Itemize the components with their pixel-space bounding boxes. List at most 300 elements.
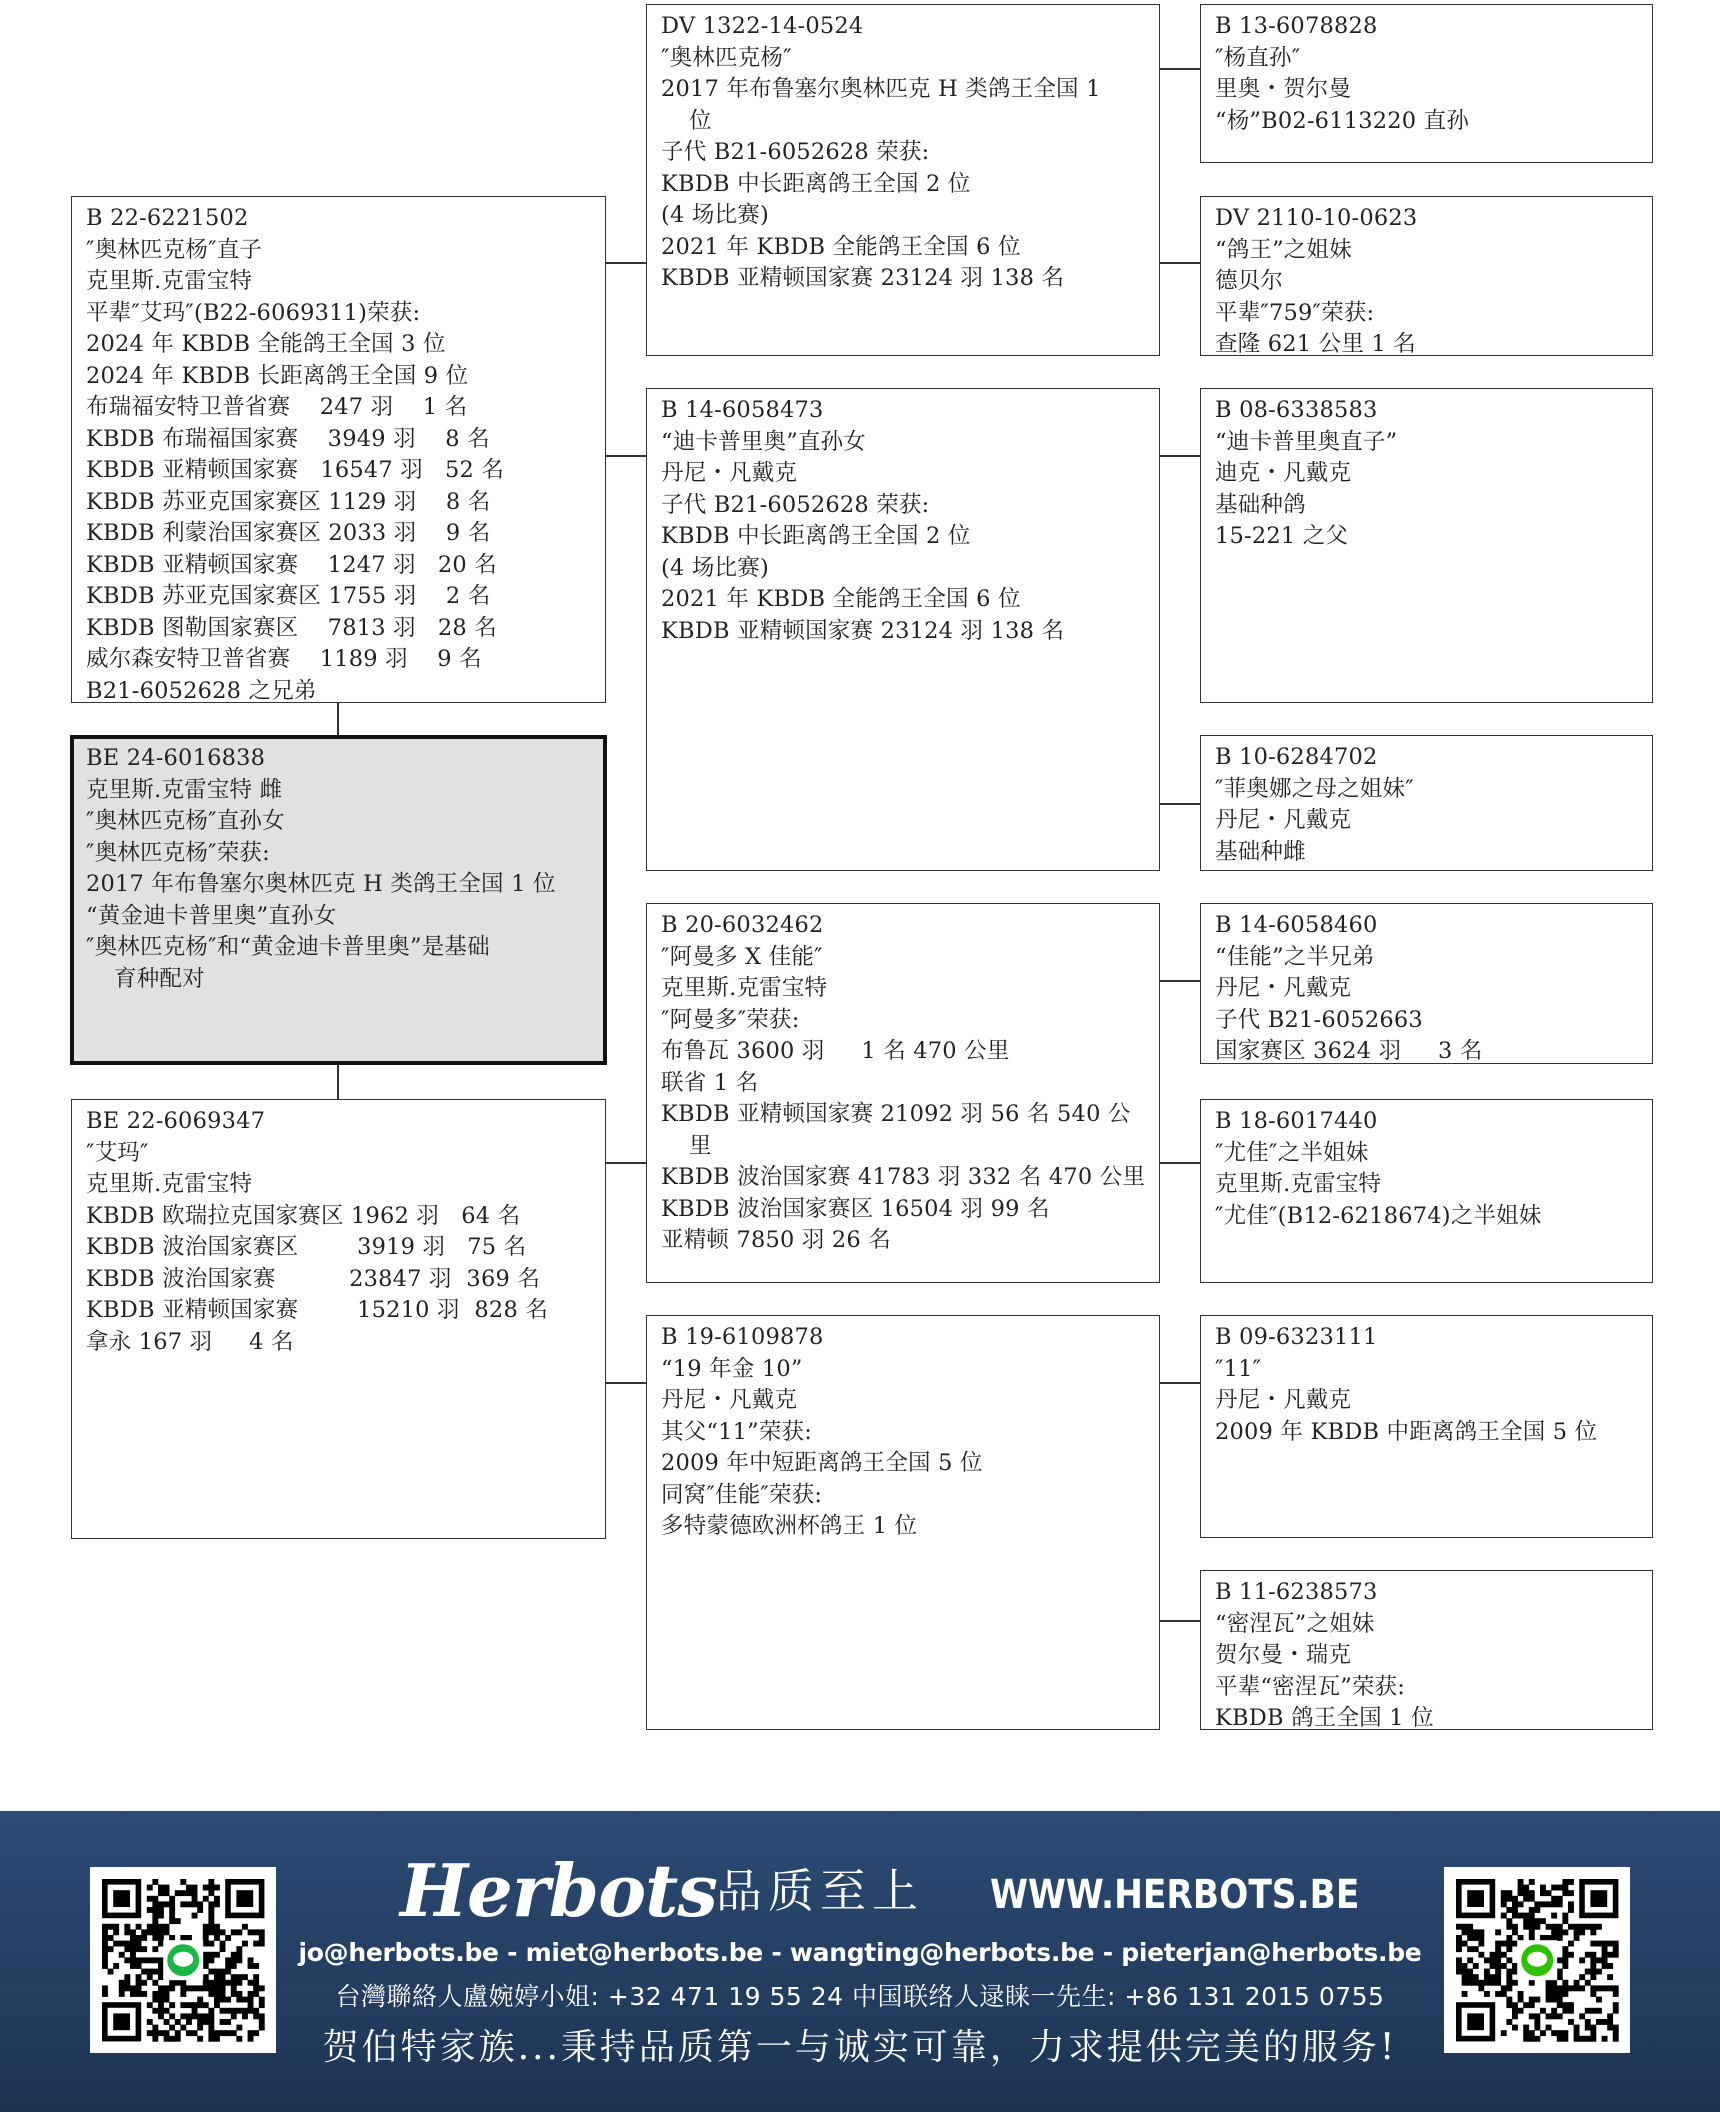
connector-sire-sire: [605, 262, 647, 264]
qr-module: [1590, 2030, 1596, 2036]
qr-module: [1518, 2008, 1524, 2014]
qr-module: [1523, 1913, 1529, 1919]
pedigree-line: KBDB 亚精顿国家赛 23124 羽 138 名: [661, 265, 1065, 291]
pedigree-line: 德贝尔: [1215, 268, 1284, 294]
qr-module: [1562, 1929, 1568, 1935]
pedigree-line: 威尔森安特卫普省赛 1189 羽 9 名: [86, 646, 482, 672]
qr-module: [1534, 1918, 1540, 1924]
qr-module: [147, 1924, 153, 1930]
pedigree-line: 位: [689, 107, 712, 134]
pedigree-line: 基础种鸽: [1215, 491, 1306, 518]
connector-dd-dam: [1159, 1620, 1201, 1622]
pedigree-line: 同窝″佳能″荣获:: [661, 1481, 823, 1508]
qr-module: [1495, 1929, 1501, 1935]
qr-module: [1506, 1918, 1512, 1924]
qr-module: [1557, 1929, 1563, 1935]
qr-module: [214, 1885, 220, 1891]
qr-module: [164, 1901, 170, 1907]
pedigree-line: 丹尼・凡戴克: [661, 1387, 798, 1413]
qr-module: [1596, 1957, 1602, 1963]
qr-module: [1602, 1941, 1608, 1947]
qr-module: [1512, 2025, 1518, 2031]
pedigree-line: 2021 年 KBDB 全能鸽王全国 6 位: [661, 233, 1021, 260]
pedigree-line: 联省 1 名: [661, 1069, 759, 1096]
sire-dam-card: [646, 388, 1160, 871]
qr-module: [1506, 1907, 1512, 1913]
qr-module: [1456, 1969, 1462, 1975]
qr-module: [1506, 1997, 1512, 2003]
qr-module: [208, 1924, 214, 1930]
subject-pigeon-card: [70, 735, 607, 1065]
qr-module: [1596, 1969, 1602, 1975]
brand-row: [400, 1848, 1360, 1933]
qr-module: [1484, 1980, 1490, 1986]
connector-dam: [337, 1064, 339, 1100]
qr-module: [1495, 1941, 1501, 1947]
qr-module: [1529, 1980, 1535, 1986]
qr-module: [1574, 1935, 1580, 1941]
qr-module: [1506, 1890, 1512, 1896]
pedigree-line: ″阿曼多″荣获:: [661, 1006, 800, 1033]
pedigree-line: KBDB 图勒国家赛区 7813 羽 28 名: [86, 614, 497, 641]
qr-module: [1534, 1907, 1540, 1913]
pedigree-line: 2024 年 KBDB 全能鸽王全国 3 位: [86, 331, 446, 357]
pedigree-line: 丹尼・凡戴克: [1215, 1387, 1352, 1413]
qr-module: [152, 1907, 158, 1913]
qr-module: [203, 1896, 209, 1902]
qr-module: [1568, 1879, 1574, 1885]
qr-module: [1551, 1885, 1557, 1891]
qr-module: [1512, 1969, 1518, 1975]
pedigree-line: 里: [689, 1132, 712, 1159]
qr-module: [1529, 1918, 1535, 1924]
qr-module: [1602, 1952, 1608, 1958]
qr-module: [1607, 2025, 1613, 2031]
qr-module: [1551, 1997, 1557, 2003]
qr-module: [1562, 1885, 1568, 1891]
sire-card: [71, 196, 606, 703]
pedigree-line: B 14-6058460: [1215, 912, 1378, 938]
qr-module: [1546, 1901, 1552, 1907]
pedigree-line: “鸽王”之姐妹: [1215, 236, 1352, 263]
qr-module: [1512, 1901, 1518, 1907]
qr-module: [1574, 1929, 1580, 1935]
qr-module: [1467, 1974, 1473, 1980]
qr-module: [1562, 2036, 1568, 2042]
qr-module: [1568, 1907, 1574, 1913]
qr-module: [1579, 1929, 1585, 1935]
pedigree-line: B 20-6032462: [661, 912, 824, 938]
qr-module: [1557, 1901, 1563, 1907]
pedigree-line: 子代 B21-6052628 荣获:: [661, 491, 930, 518]
qr-module: [1456, 1946, 1462, 1952]
wechat-qr-code[interactable]: [1444, 1867, 1630, 2053]
pedigree-line: B 22-6221502: [86, 205, 249, 231]
qr-module: [1562, 1952, 1568, 1958]
qr-module: [1478, 1980, 1484, 1986]
qr-module: [192, 1913, 198, 1919]
qr-module: [158, 1913, 164, 1919]
qr-module: [1557, 2002, 1563, 2008]
pedigree-line: B 10-6284702: [1215, 744, 1378, 770]
qr-module: [136, 1924, 142, 1930]
pedigree-line: “19 年金 10”: [661, 1355, 803, 1382]
qr-module: [1456, 1924, 1462, 1930]
qr-module: [1574, 2030, 1580, 2036]
qr-module: [1534, 2036, 1540, 2042]
qr-module: [1546, 1997, 1552, 2003]
qr-module: [1501, 1890, 1507, 1896]
pedigree-line: 平辈“密涅瓦”荣获:: [1215, 1673, 1406, 1700]
qr-module: [1551, 1924, 1557, 1930]
qr-module: [1467, 1935, 1473, 1941]
sire-sire-card: [646, 4, 1160, 356]
pedigree-line: B 19-6109878: [661, 1324, 824, 1350]
qr-module: [1568, 1901, 1574, 1907]
qr-module: [1540, 2008, 1546, 2014]
qr-finder-pattern: [113, 1890, 130, 1907]
qr-module: [1512, 1963, 1518, 1969]
pedigree-line: (4 场比赛): [661, 554, 769, 581]
qr-module: [1523, 1896, 1529, 1902]
qr-module: [1579, 1957, 1585, 1963]
dam-sire-card: [646, 903, 1160, 1283]
pedigree-line: “密涅瓦”之姐妹: [1215, 1610, 1375, 1637]
dam-card: [71, 1099, 606, 1539]
qr-module: [1613, 2030, 1619, 2036]
qr-module: [1607, 1941, 1613, 1947]
qr-module: [1562, 1918, 1568, 1924]
pedigree-line: “佳能”之半兄弟: [1215, 943, 1375, 970]
qr-module: [197, 1907, 203, 1913]
qr-module: [1529, 2030, 1535, 2036]
qr-module: [1568, 1941, 1574, 1947]
qr-module: [1551, 1929, 1557, 1935]
qr-module: [1557, 2036, 1563, 2042]
qr-module: [1484, 1991, 1490, 1997]
qr-module: [1551, 1896, 1557, 1902]
qr-module: [1551, 1991, 1557, 1997]
qr-module: [108, 1924, 114, 1930]
qr-module: [1607, 1985, 1613, 1991]
qr-module: [1467, 1980, 1473, 1986]
qr-module: [1478, 1935, 1484, 1941]
pedigree-line: KBDB 波治国家赛 23847 羽 369 名: [86, 1265, 541, 1292]
qr-module: [1529, 1924, 1535, 1930]
connector-dam-sire: [605, 1162, 647, 1164]
qr-module: [1562, 1890, 1568, 1896]
qr-module: [1456, 1935, 1462, 1941]
dd-sire-card: [1200, 1315, 1653, 1538]
qr-module: [192, 1890, 198, 1896]
connector-ss-sire: [1159, 68, 1201, 70]
qr-module: [1613, 2036, 1619, 2042]
qr-module: [1590, 2008, 1596, 2014]
qr-module: [1501, 1952, 1507, 1958]
qr-module: [1557, 1885, 1563, 1891]
qr-module: [1512, 1980, 1518, 1986]
qr-module: [1574, 1980, 1580, 1986]
qr-module: [1467, 1924, 1473, 1930]
qr-module: [1501, 1991, 1507, 1997]
pedigree-line: B 13-6078828: [1215, 13, 1378, 39]
qr-module: [1585, 1980, 1591, 1986]
qr-module: [1613, 1941, 1619, 1947]
email-list[interactable]: jo@herbots.be - miet@herbots.be - wangting@herbots.be - pieterjan@herbots.be: [298, 1938, 1422, 1967]
qr-module: [1462, 1929, 1468, 1935]
qr-module: [158, 1907, 164, 1913]
pedigree-line: ″艾玛″: [86, 1139, 149, 1166]
qr-module: [1529, 1879, 1535, 1885]
pedigree-line: KBDB 欧瑞拉克国家赛区 1962 羽 64 名: [86, 1202, 521, 1229]
qr-module: [1540, 1890, 1546, 1896]
qr-module: [1551, 1935, 1557, 1941]
pedigree-line: 国家赛区 3624 羽 3 名: [1215, 1038, 1483, 1064]
qr-module: [1512, 2002, 1518, 2008]
pedigree-line: 子代 B21-6052663: [1215, 1006, 1423, 1033]
connector-ds-sire: [1159, 980, 1201, 982]
pedigree-line: “杨”B02-6113220 直孙: [1215, 107, 1470, 134]
qr-module: [1512, 1924, 1518, 1930]
qr-module: [180, 1890, 186, 1896]
qr-module: [169, 1896, 175, 1902]
qr-module: [1506, 1946, 1512, 1952]
qr-module: [214, 1896, 220, 1902]
qr-module: [1562, 1913, 1568, 1919]
qr-module: [158, 1885, 164, 1891]
qr-module: [1613, 2002, 1619, 2008]
qr-module: [1557, 1935, 1563, 1941]
qr-module: [1551, 1980, 1557, 1986]
qr-module: [1467, 1969, 1473, 1975]
qr-module: [1568, 2002, 1574, 2008]
pedigree-line: ″杨直孙″: [1215, 44, 1301, 71]
qr-module: [1568, 1924, 1574, 1930]
pedigree-line: 迪克・凡戴克: [1215, 460, 1352, 486]
qr-module: [1534, 2025, 1540, 2031]
qr-module: [1562, 1991, 1568, 1997]
qr-module: [192, 1901, 198, 1907]
qr-module: [1613, 2008, 1619, 2014]
qr-module: [1467, 1957, 1473, 1963]
qr-module: [1557, 2030, 1563, 2036]
pedigree-line: 2017 年布鲁塞尔奥林匹克 H 类鸽王全国 1: [661, 76, 1101, 102]
qr-module: [1574, 2036, 1580, 2042]
qr-module: [1596, 2019, 1602, 2025]
pedigree-line: 2024 年 KBDB 长距离鸽王全国 9 位: [86, 362, 469, 389]
qr-module: [1495, 1969, 1501, 1975]
pedigree-line: 多特蒙德欧洲杯鸽王 1 位: [661, 1513, 918, 1539]
qr-module: [1596, 1997, 1602, 2003]
qr-module: [1490, 1963, 1496, 1969]
qr-module: [1534, 1997, 1540, 2003]
qr-module: [192, 1896, 198, 1902]
qr-module: [1484, 1957, 1490, 1963]
qr-module: [203, 1885, 209, 1891]
pedigree-line: 克里斯.克雷宝特 雌: [86, 776, 283, 803]
pedigree-line: KBDB 波治国家赛 41783 羽 332 名 470 公里: [661, 1164, 1146, 1190]
pedigree-line: 平辈″759″荣获:: [1215, 299, 1375, 326]
qr-module: [1456, 1941, 1462, 1947]
pedigree-line: ″奥林匹克杨″直孙女: [86, 808, 285, 834]
qr-module: [1546, 1991, 1552, 1997]
qr-module: [1529, 2036, 1535, 2042]
connector-sd-sire: [1159, 455, 1201, 457]
qr-module: [1506, 1935, 1512, 1941]
connector-ds-dam: [1159, 1162, 1201, 1164]
qr-module: [1462, 1969, 1468, 1975]
qr-module: [208, 1879, 214, 1885]
pedigree-line: “迪卡普里奥直子”: [1215, 428, 1398, 455]
qr-module: [169, 1901, 175, 1907]
qr-module: [1518, 1885, 1524, 1891]
qr-module: [1607, 1963, 1613, 1969]
qr-module: [1562, 1946, 1568, 1952]
qr-module: [1546, 1980, 1552, 1986]
qr-module: [1506, 1941, 1512, 1947]
qr-module: [208, 1885, 214, 1891]
qr-module: [1462, 1924, 1468, 1930]
qr-module: [203, 1924, 209, 1930]
qr-module: [208, 1890, 214, 1896]
qr-module: [1512, 1907, 1518, 1913]
pedigree-line: 15-221 之父: [1215, 523, 1349, 549]
dd-dam-card: [1200, 1570, 1653, 1730]
qr-module: [1534, 1901, 1540, 1907]
qr-module: [1501, 1913, 1507, 1919]
qr-finder-pattern: [1467, 2013, 1484, 2030]
qr-module: [1506, 1980, 1512, 1986]
qr-module: [1523, 2030, 1529, 2036]
qr-module: [1529, 1896, 1535, 1902]
sd-dam-card: [1200, 735, 1653, 871]
qr-module: [1529, 1907, 1535, 1913]
pedigree-line: 2021 年 KBDB 全能鸽王全国 6 位: [661, 586, 1021, 612]
qr-module: [152, 1918, 158, 1924]
qr-module: [175, 1890, 181, 1896]
tagline: 贺伯特家族...秉持品质第一与诚实可靠，力求提供完美的服务!: [322, 2027, 1398, 2068]
qr-module: [1501, 1901, 1507, 1907]
qr-module: [1462, 1974, 1468, 1980]
pedigree-line: ″尤佳″之半姐妹: [1215, 1139, 1369, 1166]
pedigree-line: 2017 年布鲁塞尔奥林匹克 H 类鸽王全国 1 位: [86, 871, 556, 897]
connector-sire-dam: [605, 455, 647, 457]
qr-module: [1562, 2008, 1568, 2014]
qr-module: [1478, 1985, 1484, 1991]
qr-module: [152, 1913, 158, 1919]
qr-module: [1562, 2030, 1568, 2036]
qr-module: [1551, 2013, 1557, 2019]
qr-module: [1568, 1985, 1574, 1991]
pedigree-line: 拿永 167 羽 4 名: [86, 1328, 294, 1355]
qr-module: [1590, 1974, 1596, 1980]
qr-module: [158, 1901, 164, 1907]
qr-module: [1495, 1957, 1501, 1963]
qr-module: [1596, 1941, 1602, 1947]
qr-module: [1562, 1980, 1568, 1986]
qr-module: [1518, 1913, 1524, 1919]
qr-module: [1534, 1924, 1540, 1930]
qr-module: [1490, 1980, 1496, 1986]
pedigree-line: 基础种雌: [1215, 838, 1306, 865]
dam-dam-card: [646, 1315, 1160, 1730]
pedigree-line: ″奥林匹克杨″: [661, 44, 792, 71]
qr-module: [180, 1901, 186, 1907]
qr-module: [164, 1924, 170, 1930]
qr-module: [1546, 1890, 1552, 1896]
qr-module: [1478, 1941, 1484, 1947]
qr-module: [1596, 2008, 1602, 2014]
qr-module: [186, 1890, 192, 1896]
qr-module: [1607, 2013, 1613, 2019]
qr-module: [1506, 1924, 1512, 1930]
qr-module: [1501, 1963, 1507, 1969]
qr-module: [1568, 2008, 1574, 2014]
qr-module: [1529, 1890, 1535, 1896]
qr-module: [1529, 2002, 1535, 2008]
qr-module: [1518, 1935, 1524, 1941]
pedigree-line: B 09-6323111: [1215, 1324, 1378, 1350]
qr-module: [1467, 1946, 1473, 1952]
qr-module: [1501, 2030, 1507, 2036]
qr-module: [1529, 1913, 1535, 1919]
qr-module: [1540, 1918, 1546, 1924]
pedigree-line: KBDB 中长距离鸽王全国 2 位: [661, 170, 971, 197]
qr-module: [1512, 1896, 1518, 1902]
qr-module: [1557, 2013, 1563, 2019]
qr-module: [1546, 1985, 1552, 1991]
qr-module: [1495, 1991, 1501, 1997]
sd-sire-card: [1200, 388, 1653, 703]
qr-module: [1590, 1991, 1596, 1997]
pedigree-line: 丹尼・凡戴克: [661, 460, 798, 486]
pedigree-line: B 14-6058473: [661, 397, 824, 423]
pedigree-line: BE 24-6016838: [86, 745, 266, 771]
qr-module: [1534, 2013, 1540, 2019]
website-link[interactable]: WWW.HERBOTS.BE: [990, 1872, 1360, 1918]
qr-module: [124, 1924, 130, 1930]
pedigree-line: B 18-6017440: [1215, 1108, 1378, 1134]
qr-module: [1529, 1997, 1535, 2003]
pedigree-line: 克里斯.克雷宝特: [661, 975, 828, 1001]
qr-module: [1585, 1952, 1591, 1958]
pedigree-line: “迪卡普里奥”直孙女: [661, 428, 867, 455]
qr-module: [208, 1907, 214, 1913]
qr-module: [1613, 1991, 1619, 1997]
qr-module: [1456, 1963, 1462, 1969]
qr-module: [1602, 2019, 1608, 2025]
qr-module: [1534, 2019, 1540, 2025]
pedigree-line: KBDB 波治国家赛区 16504 羽 99 名: [661, 1195, 1050, 1222]
qr-module: [1495, 1952, 1501, 1958]
qr-module: [186, 1901, 192, 1907]
qr-module: [169, 1913, 175, 1919]
qr-module: [1557, 1991, 1563, 1997]
qr-module: [1551, 2008, 1557, 2014]
qr-module: [242, 1924, 248, 1930]
pedigree-line: KBDB 利蒙治国家赛区 2033 羽 9 名: [86, 520, 491, 546]
qr-module: [192, 1885, 198, 1891]
qr-module: [1518, 1991, 1524, 1997]
qr-module: [1607, 1952, 1613, 1958]
qr-module: [1590, 1985, 1596, 1991]
qr-module: [1512, 2013, 1518, 2019]
qr-module: [1574, 1924, 1580, 1930]
qr-module: [1579, 1924, 1585, 1930]
pedigree-line: 里奥・贺尔曼: [1215, 76, 1352, 102]
pedigree-line: 布瑞福安特卫普省赛 247 羽 1 名: [86, 394, 468, 420]
pedigree-line: KBDB 中长距离鸽王全国 2 位: [661, 523, 971, 549]
